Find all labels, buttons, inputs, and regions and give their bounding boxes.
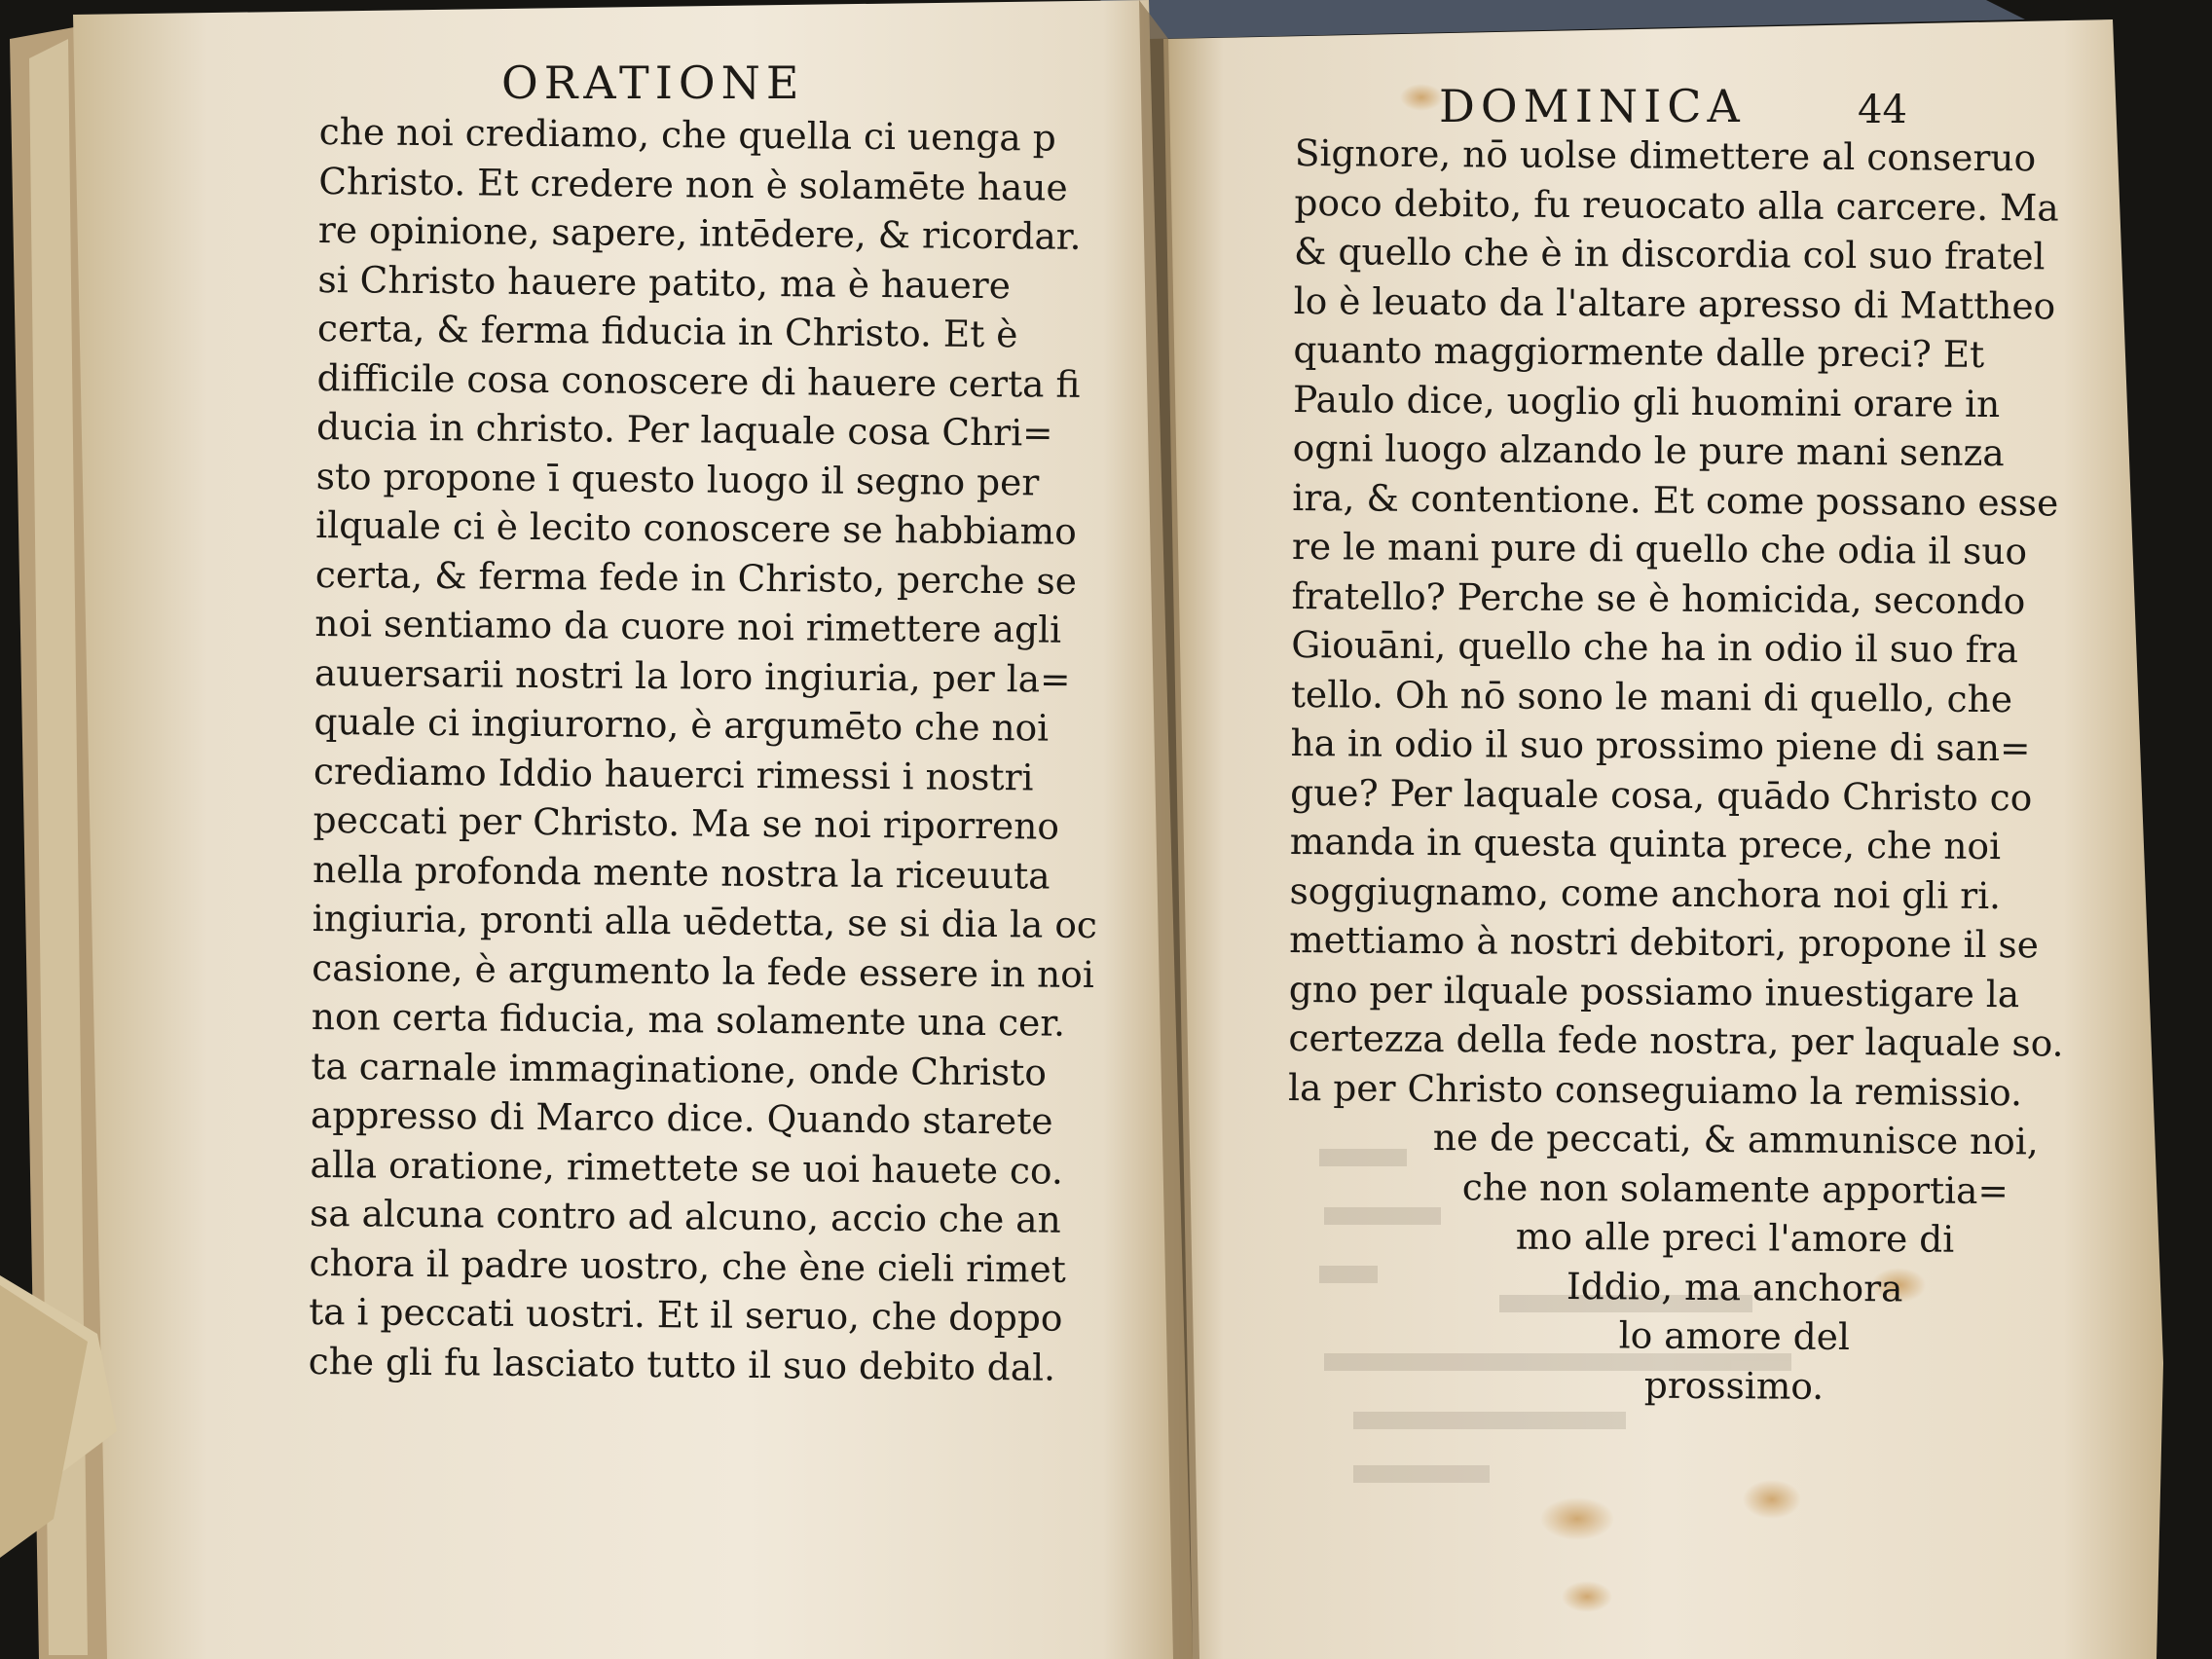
foxing-spot — [1743, 1480, 1801, 1519]
text-line: ira, & contentione. Et come possano esse — [1292, 475, 2059, 524]
text-line: tello. Oh nō sono le mani di quello, che — [1290, 672, 2013, 720]
text-line: certezza della fede nostra, per laquale so. — [1288, 1015, 2064, 1065]
text-line: la per Christo conseguiamo la remissio. — [1287, 1065, 2023, 1114]
text-line: gue? Per laquale cosa, quādo Christo co — [1290, 770, 2033, 819]
text-line: lo è leuato da l'altare apresso di Mattheo — [1293, 278, 2056, 327]
foxing-spot — [1540, 1497, 1614, 1540]
text-line: quale ci ingiurorno, è argumēto che noi — [313, 699, 1050, 750]
text-line: re opinione, sapere, intēdere, & ricordar. — [317, 207, 1082, 258]
text-line: Giouāni, quello che ha in odio il suo fra — [1291, 622, 2019, 672]
text-line: soggiugnamo, come anchora noi gli ri. — [1289, 868, 2002, 917]
left-page-text — [309, 107, 1105, 1392]
colophon-line: prossimo. — [1643, 1363, 1825, 1408]
text-line: nella profonda mente nostra la riceuuta — [312, 847, 1051, 898]
text-line: certa, & ferma fede in Christo, perche se — [314, 552, 1078, 603]
foxing-spot — [1562, 1581, 1612, 1612]
text-line: ingiuria, pronti alla uēdetta, se si dia la oc — [312, 896, 1098, 947]
colophon-line: che non solamente apportia= — [1461, 1164, 2009, 1212]
text-line: ha in odio il suo prossimo piene di san= — [1290, 720, 2031, 770]
text-line: che gli fu lasciato tutto il suo debito dal. — [308, 1339, 1056, 1389]
colophon-line: lo amore del — [1618, 1313, 1851, 1359]
text-line: noi sentiamo da cuore noi rimettere agli — [314, 601, 1062, 651]
text-line: & quello che è in discordia col suo fratel — [1293, 229, 2046, 278]
text-line: peccati per Christo. Ma se noi riporreno — [313, 797, 1060, 848]
text-line: difficile cosa conoscere di hauere certa fi — [316, 355, 1081, 406]
text-line: ta i peccati uostri. Et il seruo, che doppo — [309, 1289, 1063, 1340]
text-line: casione, è argumento la fede essere in noi — [312, 945, 1094, 996]
text-line: alla oratione, rimettete se uoi hauete co. — [310, 1142, 1064, 1193]
text-line: manda in questa quinta prece, che noi — [1289, 819, 2002, 868]
page-number: 44 — [1858, 88, 1907, 132]
text-line: che noi crediamo, che quella ci uenga p — [318, 109, 1056, 160]
text-line: ogni luogo alzando le pure mani senza — [1292, 425, 2005, 475]
text-line: quanto maggiormente dalle preci? Et — [1293, 327, 1985, 376]
text-line: ne de peccati, & ammunisce noi, — [1432, 1116, 2039, 1163]
text-line: certa, & ferma fiducia in Christo. Et è — [316, 306, 1018, 356]
text-line: gno per ilquale possiamo inuestigare la — [1288, 967, 2020, 1015]
text-line: ducia in christo. Per laquale cosa Chri= — [315, 404, 1053, 455]
text-line: non certa fiducia, ma solamente una cer. — [311, 994, 1066, 1045]
text-line: fratello? Perche se è homicida, secondo — [1291, 573, 2026, 622]
right-page-text — [1286, 129, 2191, 1413]
text-line: sa alcuna contro ad alcuno, accio che an — [309, 1191, 1061, 1241]
text-line: Paulo dice, uoglio gli huomini orare in — [1292, 377, 2001, 425]
text-line: sto propone ī questo luogo il segno per — [315, 454, 1040, 503]
right-running-head: DOMINICA — [1439, 80, 1746, 132]
text-line: mettiamo à nostri debitori, propone il se — [1289, 917, 2040, 967]
foxing-spot — [1400, 84, 1443, 111]
text-line: crediamo Iddio hauerci rimessi i nostri — [313, 749, 1034, 798]
text-line: poco debito, fu reuocato alla carcere. Ma — [1294, 180, 2059, 229]
text-line: auuersarii nostri la loro ingiuria, per la= — [313, 650, 1071, 701]
text-line: si Christo hauere patito, ma è hauere — [317, 257, 1012, 307]
left-running-head: ORATIONE — [501, 56, 805, 109]
text-line: Christo. Et credere non è solamēte haue — [318, 159, 1068, 209]
text-line: re le mani pure di quello che odia il suo — [1291, 524, 2028, 573]
text-line: chora il padre uostro, che ène cieli rimet — [309, 1240, 1067, 1291]
text-line: Signore, nō uolse dimettere al conseruo — [1294, 130, 2037, 180]
text-line: appresso di Marco dice. Quando starete — [310, 1092, 1053, 1143]
colophon-line: mo alle preci l'amore di — [1515, 1214, 1955, 1261]
text-line: ta carnale immaginatione, onde Christo — [311, 1044, 1048, 1094]
colophon-line: Iddio, ma anchora — [1566, 1264, 1903, 1309]
text-line: ilquale ci è lecito conoscere se habbiamo — [315, 502, 1077, 553]
